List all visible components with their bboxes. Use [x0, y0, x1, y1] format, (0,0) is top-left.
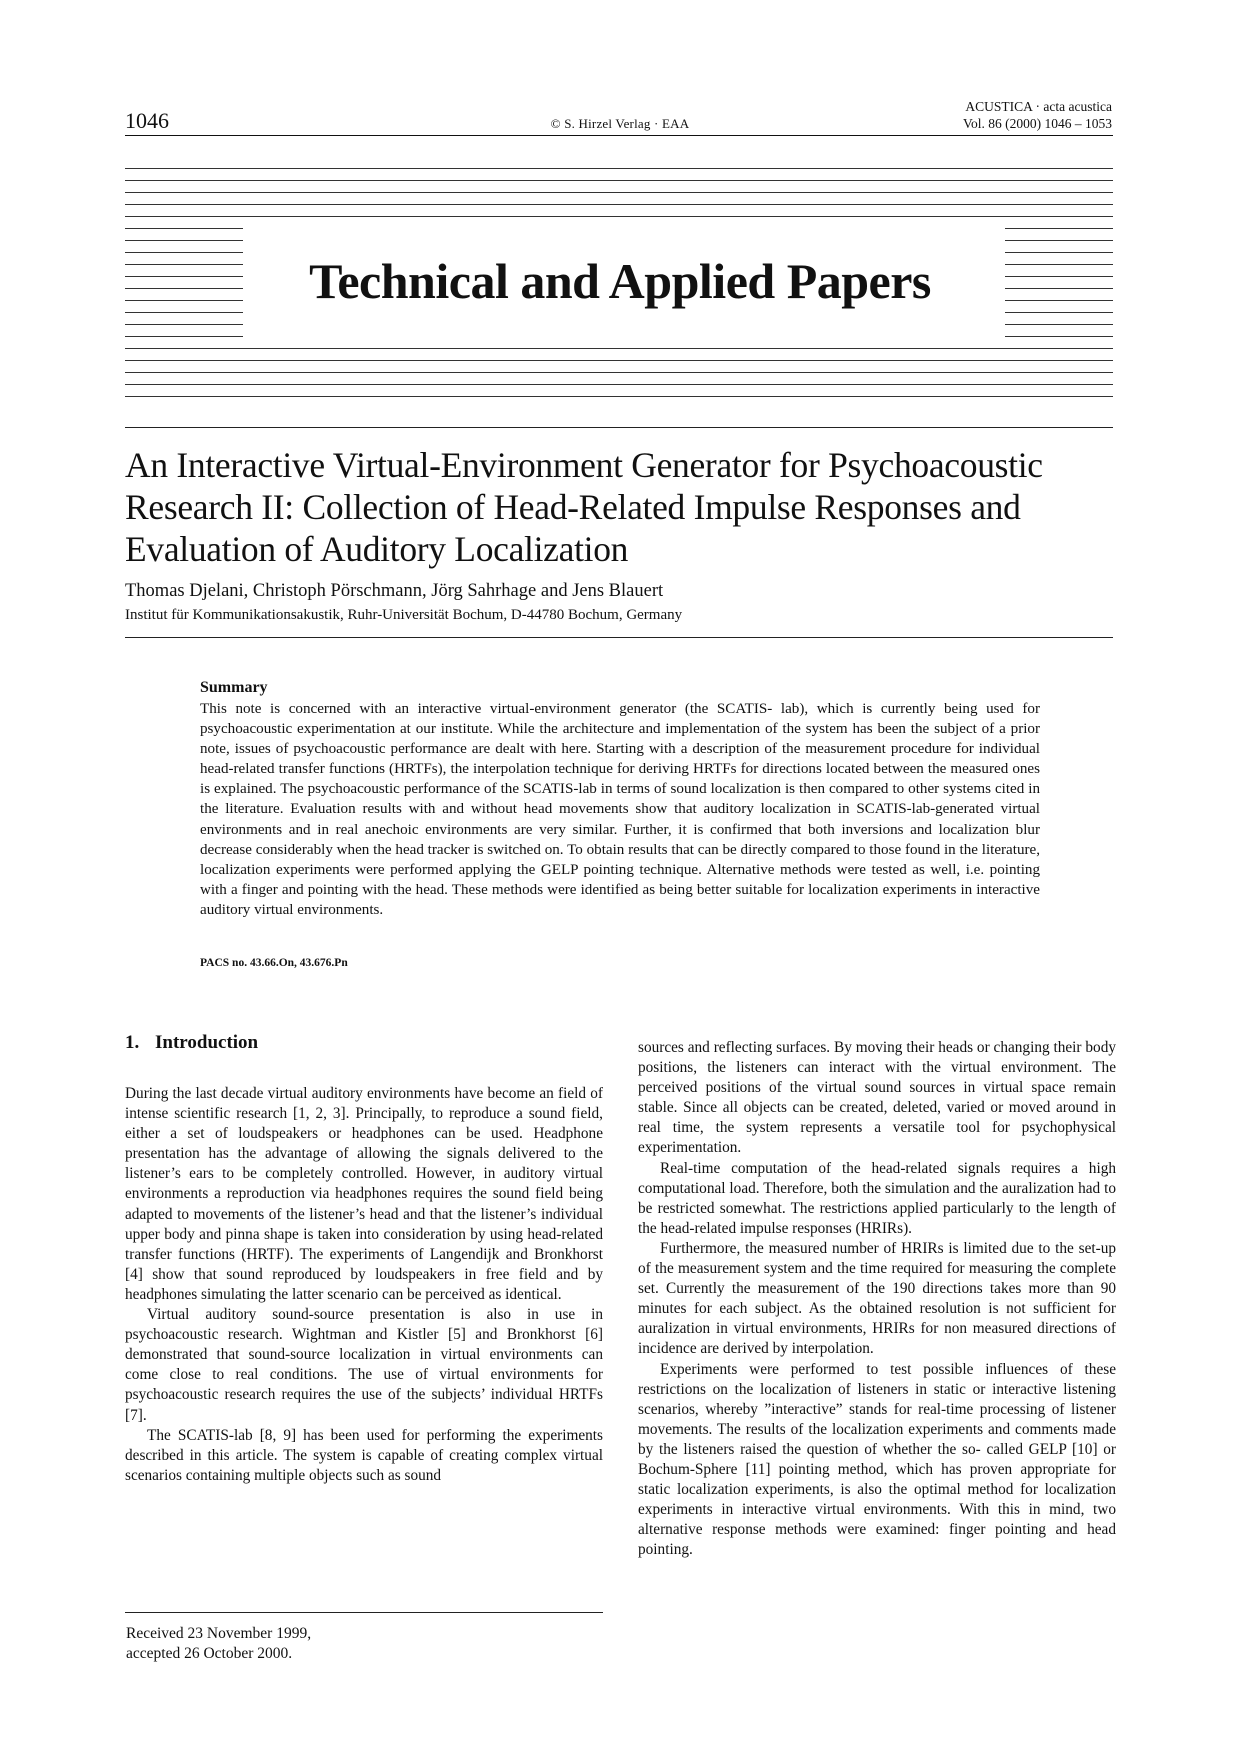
paragraph: sources and reflecting surfaces. By moving their heads or changing their body positions, the listeners can interact with the virtual environment. The perceived positions of the virtual sound sources in virtual space remain stable. Since all objects can be created, deleted, varied or moved around in real time, the system represents a versatile tool for psychophysical experimentation.: [638, 1039, 1116, 1157]
paragraph: Experiments were performed to test possible influences of these restrictions on the localization of listeners in static or interactive listening scenarios, whereby ”interactive” stands for real-time processing of listener movements. The results of the localization experiments and comments made by the listeners raised the question of whether the so- called GELP [10] or Bochum-Sphere [11] pointing method, which has proven appropriate for static localization experiments, is also the optimal method for localization experiments in interactive virtual environments. With this in mind, two alternative response methods were examined: finger pointing and head pointing.: [638, 1360, 1116, 1559]
section-number: 1.: [125, 1032, 140, 1053]
paragraph: Virtual auditory sound-source presentation is also in use in psychoacoustic research. Wightman and Kistler [5] and Bronkhorst [6] demonstrated that sound-source localization in virtual environments can come close to real conditions. The use of virtual environments for psychoacoustic research requires the use of the subjects’ individual HRTFs [7].: [125, 1306, 603, 1424]
left-column: [125, 1084, 603, 1486]
band-rule: [1005, 228, 1113, 229]
journal-volume: Vol. 86 (2000) 1046 – 1053: [962, 116, 1112, 131]
paragraph: The SCATIS-lab [8, 9] has been used for performing the experiments described in this article. The system is capable of creating complex virtual scenarios containing multiple objects such as sound: [125, 1426, 603, 1484]
band-rule: [125, 204, 1113, 205]
accepted-date: accepted 26 October 2000.: [126, 1645, 293, 1662]
band-rule: [125, 348, 1113, 349]
summary-text: This note is concerned with an interactive virtual-environment generator (the SCATIS- lab), which is currently being used for psychoacoustic experimentation at our institute. While the architecture and implementation of the system has been the subject of a prior note, issues of psychoacoustic performance are dealt with here. Starting with a description of the measurement procedure for individual head-related transfer functions (HRTFs), the interpolation technique for deriving HRTFs for directions located between the measured ones is explained. The psychoacoustic performance of the SCATIS-lab in terms of sound localization is then compared to other systems cited in the literature. Evaluation results with and without head movements show that auditory localization in SCATIS-lab-generated virtual environments and in real anechoic environments are very similar. Further, it is confirmed that both inversions and localization blur decrease considerably when the head tracker is switched on. To obtain results that can be directly compared to those found in the literature, localization experiments were performed applying the GELP pointing technique. Alternative methods were tested as well, i.e. pointing with a finger and pointing with the head. These methods were identified as being better suitable for localization experiments in interactive auditory virtual environments.: [200, 701, 1040, 918]
paper-title-line: An Interactive Virtual-Environment Generator for Psychoacoustic: [125, 445, 1043, 485]
affiliation: Institut für Kommunikationsakustik, Ruhr-Universität Bochum, D-44780 Bochum, Germany: [125, 607, 683, 623]
paragraph: Furthermore, the measured number of HRIRs is limited due to the set-up of the measurement system and the time required for measuring the complete set. Currently the measurement of the 190 directions takes more than 90 minutes for each subject. As the obtained resolution is not sufficient for auralization in virtual environments, HRIRs for non measured directions of incidence are derived by interpolation.: [638, 1239, 1116, 1358]
footnote-rule: [125, 1612, 603, 1613]
band-rule: [125, 312, 243, 313]
band-rule: [125, 240, 243, 241]
summary-heading: Summary: [200, 679, 268, 696]
header-rule: [125, 135, 1113, 136]
paragraph: During the last decade virtual auditory environments have become an field of intense scientific research [1, 2, 3]. Principally, to reproduce a sound field, either a set of loudspeakers or headphones can be used. Headphone presentation has the advantage of allowing the signals delivered to the listener’s ears to be completely controlled. However, in auditory virtual environments a reproduction via headphones requires the sound field being adapted to movements of the listener’s head and that the listener’s individual upper body and pinna shape is taken into consideration by using head-related transfer functions (HRTF). The experiments of Langendijk and Bronkhorst [4] show that sound reproduced by loudspeakers in free field and by headphones simulating the latter scenario can be perceived as identical.: [125, 1085, 603, 1303]
footnote: [126, 1624, 311, 1664]
authors: Thomas Djelani, Christoph Pörschmann, Jörg Sahrhage and Jens Blauert: [125, 581, 664, 601]
band-rule: [1005, 336, 1113, 337]
journal-name: ACUSTICA · acta acustica: [965, 99, 1112, 114]
band-rule: [1005, 312, 1113, 313]
pacs-numbers: PACS no. 43.66.On, 43.676.Pn: [200, 957, 348, 969]
title-rule: [125, 427, 1113, 428]
band-rule: [125, 180, 1113, 181]
band-rule: [125, 396, 1113, 397]
band-rule: [125, 336, 243, 337]
band-rule: [125, 168, 1113, 169]
band-rule: [125, 384, 1113, 385]
right-column: [638, 1038, 1116, 1560]
paper-title: [125, 444, 1115, 570]
paragraph: Real-time computation of the head-related signals requires a high computational load. Therefore, both the simulation and the auralization had to be restricted somewhat. The restrictions applied particularly to the length of the head-related impulse responses (HRIRs).: [638, 1159, 1116, 1237]
band-rule: [1005, 324, 1113, 325]
band-rule: [1005, 240, 1113, 241]
section-band-title: Technical and Applied Papers: [309, 253, 931, 309]
received-date: Received 23 November 1999,: [126, 1625, 312, 1642]
band-rule: [125, 228, 243, 229]
band-rule: [125, 192, 1113, 193]
band-rule: [125, 324, 243, 325]
section-heading: [125, 1032, 258, 1054]
section-title: Introduction: [155, 1032, 259, 1053]
summary-block: [200, 679, 1040, 920]
page-number: 1046: [125, 108, 169, 133]
band-rule: [125, 372, 1113, 373]
publisher-line: © S. Hirzel Verlag · EAA: [550, 116, 690, 131]
journal-info: [963, 98, 1112, 132]
band-rule: [125, 216, 1113, 217]
affiliation-rule: [125, 637, 1113, 638]
paper-title-line: Research II: Collection of Head-Related Impulse Responses and: [125, 487, 1021, 527]
band-rule: [125, 360, 1113, 361]
paper-title-line: Evaluation of Auditory Localization: [125, 529, 629, 569]
